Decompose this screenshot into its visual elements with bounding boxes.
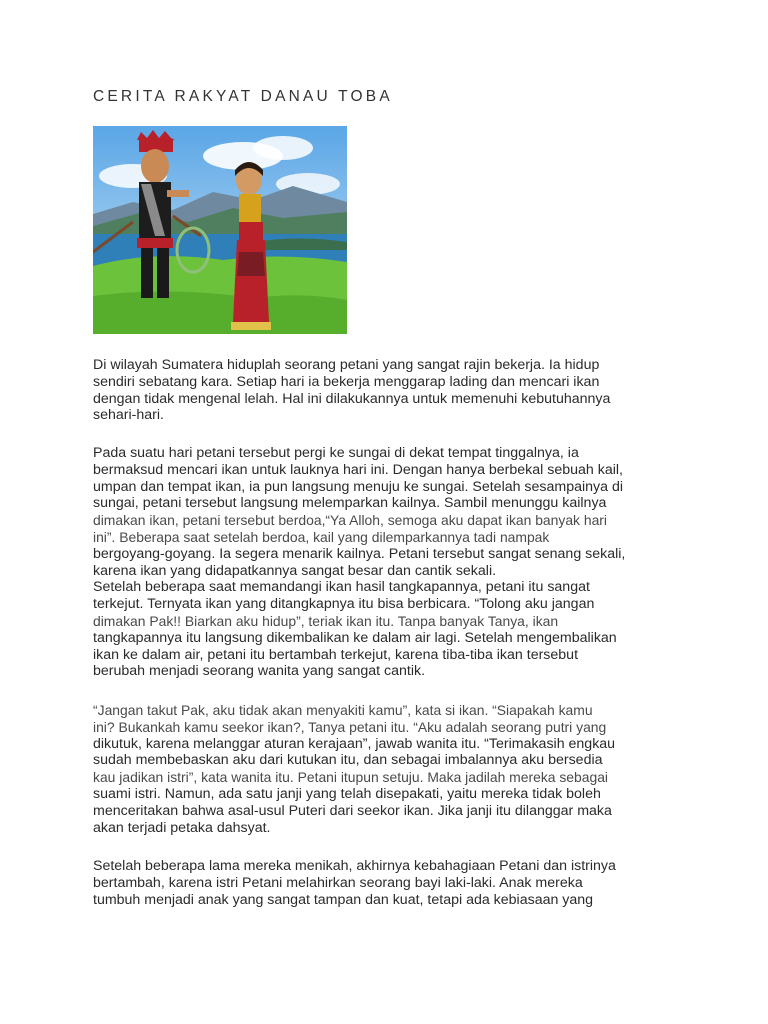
text-line: terkejut. Ternyata ikan yang ditangkapnya itu bisa berbicara. “Tolong aku jangan	[93, 596, 595, 613]
text-line: sehari-hari.	[93, 407, 164, 424]
text-line: Di wilayah Sumatera hiduplah seorang petani yang sangat rajin bekerja. Ia hidup	[93, 357, 600, 373]
text-line: sudah membebaskan aku dari kutukan itu, dan sebagai imbalannya aku bersedia	[93, 752, 603, 769]
paragraph-1	[93, 357, 693, 424]
text-line: bergoyang-goyang. Ia segera menarik kailnya. Petani tersebut sangat senang sekali,	[93, 545, 626, 562]
story-illustration	[93, 126, 347, 334]
text-line: kau jadikan istri”, kata wanita itu. Petani itupun setuju. Maka jadilah mereka sebagai	[93, 769, 609, 786]
text-line: ini”. Beberapa saat setelah berdoa, kail yang dilemparkannya tadi nampak	[93, 528, 550, 545]
paragraph-2	[93, 445, 693, 680]
text-line: dimakan Pak!! Biarkan aku hidup”, teriak ikan itu. Tanpa banyak Tanya, ikan	[93, 612, 559, 629]
text-line: Setelah beberapa saat memandangi ikan hasil tangkapannya, petani itu sangat	[93, 579, 590, 596]
text-line: dikutuk, karena melanggar aturan kerajaan”, jawab wanita itu. “Terimakasih engkau	[93, 735, 616, 752]
text-line: umpan dan tempat ikan, ia pun langsung menuju ke sungai. Setelah sesampainya di	[93, 478, 624, 495]
text-line: berubah menjadi seorang wanita yang sangat cantik.	[93, 663, 426, 680]
text-line: akan terjadi petaka dahsyat.	[93, 819, 271, 836]
document-title: CERITA RAKYAT DANAU TOBA	[93, 88, 393, 105]
text-line: sungai, petani tersebut langsung melemparkan kailnya. Sambil menunggu kailnya	[93, 495, 607, 512]
text-line: sendiri sebatang kara. Setiap hari ia bekerja menggarap lading dan mencari ikan	[93, 373, 600, 390]
text-line: bertambah, karena istri Petani melahirkan seorang bayi laki-laki. Anak mereka	[93, 874, 583, 891]
text-line: ini? Bukankah kamu seekor ikan?, Tanya petani itu. “Aku adalah seorang putri yang	[93, 718, 607, 735]
text-line: ikan ke dalam air, petani itu bertambah terkejut, karena tiba-tiba ikan tersebut	[93, 646, 579, 663]
paragraph-4	[93, 858, 693, 908]
text-line: Setelah beberapa lama mereka menikah, akhirnya kebahagiaan Petani dan istrinya	[93, 858, 616, 874]
text-line: suami istri. Namun, ada satu janji yang telah disepakati, yaitu mereka tidak boleh	[93, 785, 601, 802]
text-line: dengan tidak mengenal lelah. Hal ini dilakukannya untuk memenuhi kebutuhannya	[93, 390, 611, 407]
text-line: karena ikan yang didapatkannya sangat besar dan cantik sekali.	[93, 562, 497, 579]
text-line: tangkapannya itu langsung dikembalikan ke dalam air lagi. Setelah mengembalikan	[93, 629, 617, 646]
paragraph-3	[93, 702, 693, 836]
text-line: bermaksud mencari ikan untuk lauknya hari ini. Dengan hanya berbekal sebuah kail,	[93, 461, 623, 478]
text-line: tumbuh menjadi anak yang sangat tampan dan kuat, tetapi ada kebiasaan yang	[93, 891, 594, 908]
text-line: Pada suatu hari petani tersebut pergi ke sungai di dekat tempat tinggalnya, ia	[93, 445, 579, 461]
illustration-image	[93, 126, 347, 334]
text-line: menceritakan bahwa asal-usul Puteri dari seekor ikan. Jika janji itu dilanggar maka	[93, 802, 612, 819]
text-line: dimakan ikan, petani tersebut berdoa,“Ya Alloh, semoga aku dapat ikan banyak hari	[93, 512, 608, 529]
text-line: “Jangan takut Pak, aku tidak akan menyakiti kamu”, kata si ikan. “Siapakah kamu	[93, 702, 593, 718]
